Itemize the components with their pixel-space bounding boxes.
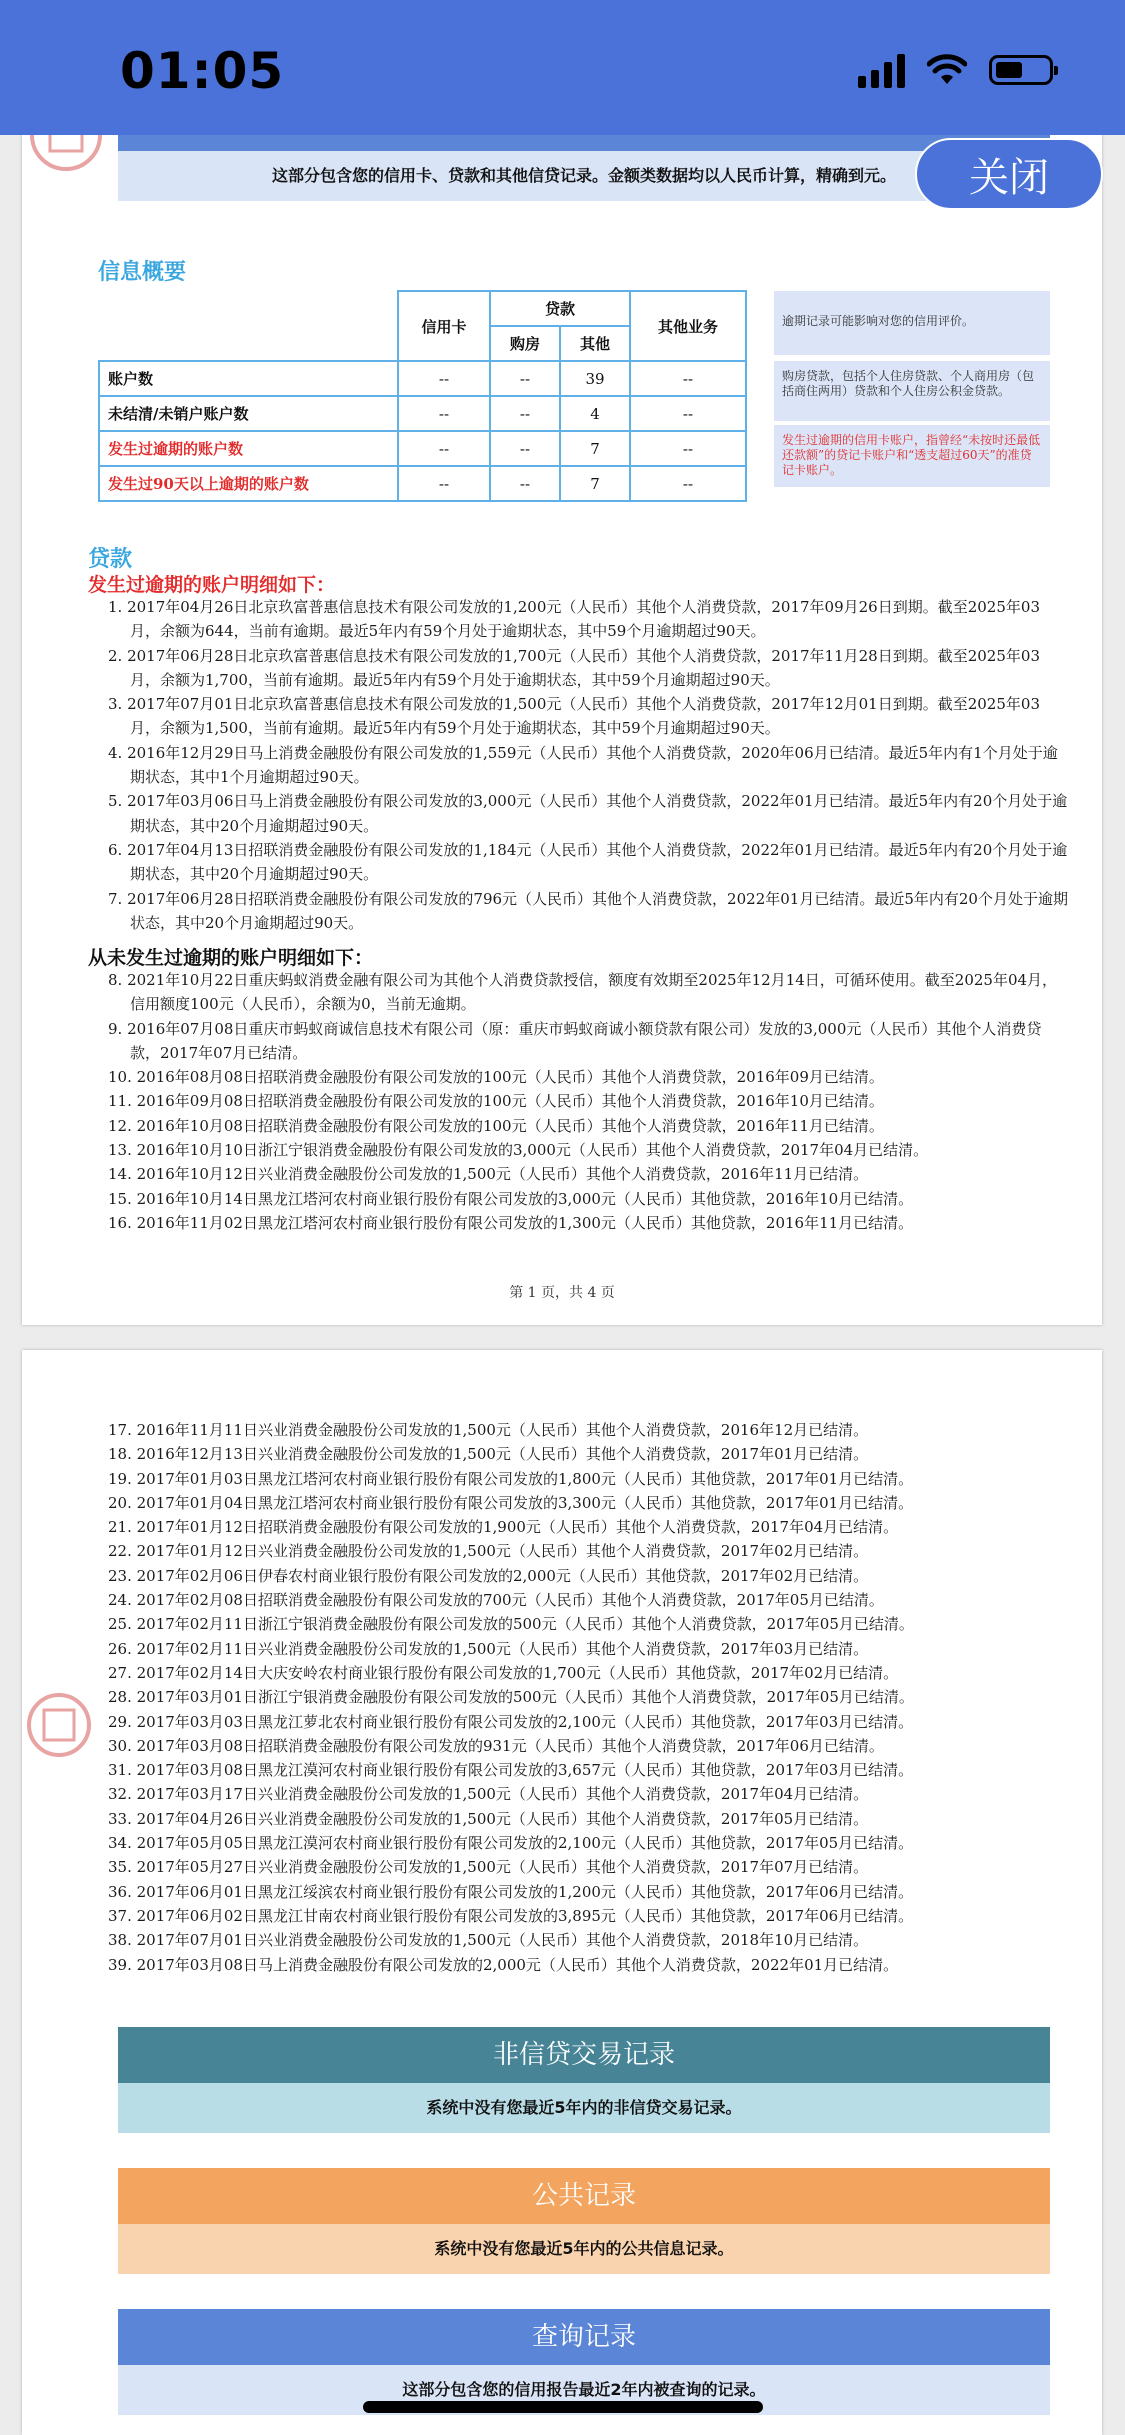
list-item: 16. 2016年11月02日黑龙江塔河农村商业银行股份有限公司发放的1,300元（人民币）其他贷款，2016年11月已结清。 bbox=[108, 1213, 914, 1232]
header-loan: 贷款 bbox=[490, 291, 630, 326]
list-item: 10. 2016年08月08日招联消费金融股份有限公司发放的100元（人民币）其他个人消费贷款，2016年09月已结清。 bbox=[108, 1068, 884, 1087]
list-item: 23. 2017年02月06日伊春农村商业银行股份有限公司发放的2,000元（人民币）其他贷款，2017年02月已结清。 bbox=[108, 1566, 869, 1585]
list-item: 35. 2017年05月27日兴业消费金融股份公司发放的1,500元（人民币）其他个人消费贷款，2017年07月已结清。 bbox=[108, 1858, 869, 1877]
normal-accounts-list-continued bbox=[108, 1418, 1068, 1977]
header-house: 购房 bbox=[490, 326, 560, 361]
status-icons bbox=[858, 52, 1053, 88]
list-item: 25. 2017年02月11日浙江宁银消费金融股份有限公司发放的500元（人民币）其他个人消费贷款，2017年05月已结清。 bbox=[108, 1615, 914, 1634]
list-item: 26. 2017年02月11日兴业消费金融股份公司发放的1,500元（人民币）其他个人消费贷款，2017年03月已结清。 bbox=[108, 1639, 869, 1658]
table-row: 未结清/未销户账户数 -- -- 4 -- bbox=[99, 396, 746, 431]
list-item: 32. 2017年03月17日兴业消费金融股份公司发放的1,500元（人民币）其他个人消费贷款，2017年04月已结清。 bbox=[108, 1785, 869, 1804]
table-row: 发生过90天以上逾期的账户数 -- -- 7 -- bbox=[99, 466, 746, 501]
table-row: 发生过逾期的账户数 -- -- 7 -- bbox=[99, 431, 746, 466]
table-row: 账户数 -- -- 39 -- bbox=[99, 361, 746, 396]
list-item: 24. 2017年02月08日招联消费金融股份有限公司发放的700元（人民币）其他个人消费贷款，2017年05月已结清。 bbox=[108, 1591, 884, 1610]
query-record-subtitle: 这部分包含您的信用报告最近2年内被查询的记录。 bbox=[118, 2365, 1050, 2415]
overview-title: 信息概要 bbox=[98, 260, 187, 285]
list-item: 28. 2017年03月01日浙江宁银消费金融股份有限公司发放的500元（人民币）其他个人消费贷款，2017年05月已结清。 bbox=[108, 1688, 914, 1707]
list-item: 17. 2016年11月11日兴业消费金融股份公司发放的1,500元（人民币）其他个人消费贷款，2016年12月已结清。 bbox=[108, 1421, 869, 1439]
header-other-business: 其他业务 bbox=[630, 291, 746, 361]
list-item: 14. 2016年10月12日兴业消费金融股份公司发放的1,500元（人民币）其他个人消费贷款，2016年11月已结清。 bbox=[108, 1165, 869, 1184]
overview-note-1: 逾期记录可能影响对您的信用评价。 bbox=[774, 291, 1050, 355]
page-number: 第 1 页，共 4 页 bbox=[509, 1285, 615, 1301]
non-credit-title: 非信贷交易记录 bbox=[118, 2027, 1050, 2083]
overdue-accounts-title: 发生过逾期的账户明细如下： bbox=[88, 574, 336, 596]
loans-title: 贷款 bbox=[88, 547, 133, 572]
list-item: 22. 2017年01月12日兴业消费金融股份公司发放的1,500元（人民币）其他个人消费贷款，2017年02月已结清。 bbox=[108, 1542, 869, 1561]
header-credit-card: 信用卡 bbox=[398, 291, 490, 361]
list-item: 38. 2017年07月01日兴业消费金融股份公司发放的1,500元（人民币）其他个人消费贷款，2018年10月已结清。 bbox=[108, 1931, 869, 1950]
overview-table bbox=[98, 290, 747, 502]
list-item: 20. 2017年01月04日黑龙江塔河农村商业银行股份有限公司发放的3,300元（人民币）其他贷款，2017年01月已结清。 bbox=[108, 1493, 914, 1512]
list-item: 21. 2017年01月12日招联消费金融股份有限公司发放的1,900元（人民币）其他个人消费贷款，2017年04月已结清。 bbox=[108, 1518, 899, 1537]
header-other: 其他 bbox=[560, 326, 630, 361]
list-item: 12. 2016年10月08日招联消费金融股份有限公司发放的100元（人民币）其他个人消费贷款，2016年11月已结清。 bbox=[108, 1116, 884, 1135]
overview-note-2: 购房贷款，包括个人住房贷款、个人商用房（包括商住两用）贷款和个人住房公积金贷款。 bbox=[774, 361, 1050, 421]
list-item: 7. 2017年06月28日招联消费金融股份有限公司发放的796元（人民币）其他个人消费贷款，2022年01月已结清。最近5年内有20个月处于逾期状态，其中20个月逾期超过90天。 bbox=[108, 889, 1068, 932]
list-item: 27. 2017年02月14日大庆安岭农村商业银行股份有限公司发放的1,700元（人民币）其他贷款，2017年02月已结清。 bbox=[108, 1663, 899, 1682]
list-item: 1. 2017年04月26日北京玖富普惠信息技术有限公司发放的1,200元（人民币）其他个人消费贷款，2017年09月26日到期。截至2025年03月，余额为644，当前有逾期。最近5年内有59个月处于逾期状态，其中59个月逾期超过90天。 bbox=[108, 598, 1040, 641]
status-bar bbox=[0, 0, 1125, 135]
list-item: 36. 2017年06月01日黑龙江绥滨农村商业银行股份有限公司发放的1,200元（人民币）其他贷款，2017年06月已结清。 bbox=[108, 1882, 914, 1901]
query-record-banner bbox=[118, 2309, 1050, 2415]
list-item: 33. 2017年04月26日兴业消费金融股份公司发放的1,500元（人民币）其他个人消费贷款，2017年05月已结清。 bbox=[108, 1809, 869, 1828]
report-page-1 bbox=[22, 95, 1102, 1325]
list-item: 34. 2017年05月05日黑龙江漠河农村商业银行股份有限公司发放的2,100元（人民币）其他贷款，2017年05月已结清。 bbox=[108, 1834, 914, 1853]
public-record-subtitle: 系统中没有您最近5年内的公共信息记录。 bbox=[118, 2224, 1050, 2274]
list-item: 18. 2016年12月13日兴业消费金融股份公司发放的1,500元（人民币）其他个人消费贷款，2017年01月已结清。 bbox=[108, 1445, 869, 1464]
home-indicator[interactable] bbox=[363, 2401, 763, 2413]
list-item: 37. 2017年06月02日黑龙江甘南农村商业银行股份有限公司发放的3,895元（人民币）其他贷款，2017年06月已结清。 bbox=[108, 1906, 914, 1925]
list-item: 5. 2017年03月06日马上消费金融股份有限公司发放的3,000元（人民币）其他个人消费贷款，2022年01月已结清。最近5年内有20个月处于逾期状态，其中20个月逾期超过90天。 bbox=[108, 792, 1068, 835]
list-item: 8. 2021年10月22日重庆蚂蚁消费金融有限公司为其他个人消费贷款授信，额度有效期至2025年12月14日，可循环使用。截至2025年04月，信用额度100元（人民币），余额为0，当前无逾期。 bbox=[108, 971, 1058, 1014]
overdue-accounts-list bbox=[108, 595, 1068, 935]
report-page-2 bbox=[22, 1350, 1102, 2435]
credit-record-subtitle: 这部分包含您的信用卡、贷款和其他信贷记录。金额类数据均以人民币计算，精确到元。 bbox=[118, 151, 1050, 201]
list-item: 11. 2016年09月08日招联消费金融股份有限公司发放的100元（人民币）其他个人消费贷款，2016年10月已结清。 bbox=[108, 1092, 884, 1111]
overview-note-3: 发生过逾期的信用卡账户，指曾经“未按时还最低还款额”的贷记卡账户和“透支超过60天”的准贷记卡账户。 bbox=[774, 425, 1050, 487]
non-credit-subtitle: 系统中没有您最近5年内的非信贷交易记录。 bbox=[118, 2083, 1050, 2133]
normal-accounts-title: 从未发生过逾期的账户明细如下： bbox=[88, 947, 374, 969]
non-credit-banner bbox=[118, 2027, 1050, 2133]
public-record-banner bbox=[118, 2168, 1050, 2274]
close-button[interactable]: 关闭 bbox=[915, 138, 1103, 210]
list-item: 39. 2017年03月08日马上消费金融股份有限公司发放的2,000元（人民币）其他个人消费贷款，2022年01月已结清。 bbox=[108, 1955, 899, 1974]
list-item: 6. 2017年04月13日招联消费金融股份有限公司发放的1,184元（人民币）其他个人消费贷款，2022年01月已结清。最近5年内有20个月处于逾期状态，其中20个月逾期超过90天。 bbox=[108, 840, 1068, 884]
list-item: 2. 2017年06月28日北京玖富普惠信息技术有限公司发放的1,700元（人民币）其他个人消费贷款，2017年11月28日到期。截至2025年03月，余额为1,700，当前有逾期。最近5年内有59个月处于逾期状态，其中59个月逾期超过90天。 bbox=[108, 646, 1040, 689]
watermark-seal-icon bbox=[24, 1690, 94, 1760]
list-item: 19. 2017年01月03日黑龙江塔河农村商业银行股份有限公司发放的1,800元（人民币）其他贷款，2017年01月已结清。 bbox=[108, 1469, 914, 1488]
query-record-title: 查询记录 bbox=[118, 2309, 1050, 2365]
battery-icon bbox=[989, 55, 1053, 85]
list-item: 3. 2017年07月01日北京玖富普惠信息技术有限公司发放的1,500元（人民币）其他个人消费贷款，2017年12月01日到期。截至2025年03月，余额为1,500，当前有逾期。最近5年内有59个月处于逾期状态，其中59个月逾期超过90天。 bbox=[108, 695, 1040, 738]
status-time: 01:05 bbox=[120, 42, 285, 100]
public-record-title: 公共记录 bbox=[118, 2168, 1050, 2224]
list-item: 29. 2017年03月03日黑龙江萝北农村商业银行股份有限公司发放的2,100元（人民币）其他贷款，2017年03月已结清。 bbox=[108, 1712, 914, 1731]
list-item: 31. 2017年03月08日黑龙江漠河农村商业银行股份有限公司发放的3,657元（人民币）其他贷款，2017年03月已结清。 bbox=[108, 1761, 914, 1780]
wifi-icon bbox=[927, 54, 967, 86]
cellular-signal-icon bbox=[858, 52, 905, 88]
normal-accounts-list bbox=[108, 968, 1068, 1235]
list-item: 13. 2016年10月10日浙江宁银消费金融股份有限公司发放的3,000元（人民币）其他个人消费贷款，2017年04月已结清。 bbox=[108, 1141, 929, 1160]
list-item: 4. 2016年12月29日马上消费金融股份有限公司发放的1,559元（人民币）其他个人消费贷款，2020年06月已结清。最近5年内有1个月处于逾期状态，其中1个月逾期超过90天。 bbox=[108, 743, 1058, 787]
list-item: 9. 2016年07月08日重庆市蚂蚁商诚信息技术有限公司（原：重庆市蚂蚁商诚小额贷款有限公司）发放的3,000元（人民币）其他个人消费贷款，2017年07月已结清。 bbox=[108, 1019, 1042, 1062]
list-item: 30. 2017年03月08日招联消费金融股份有限公司发放的931元（人民币）其他个人消费贷款，2017年06月已结清。 bbox=[108, 1736, 884, 1755]
list-item: 15. 2016年10月14日黑龙江塔河农村商业银行股份有限公司发放的3,000元（人民币）其他贷款，2016年10月已结清。 bbox=[108, 1189, 914, 1208]
